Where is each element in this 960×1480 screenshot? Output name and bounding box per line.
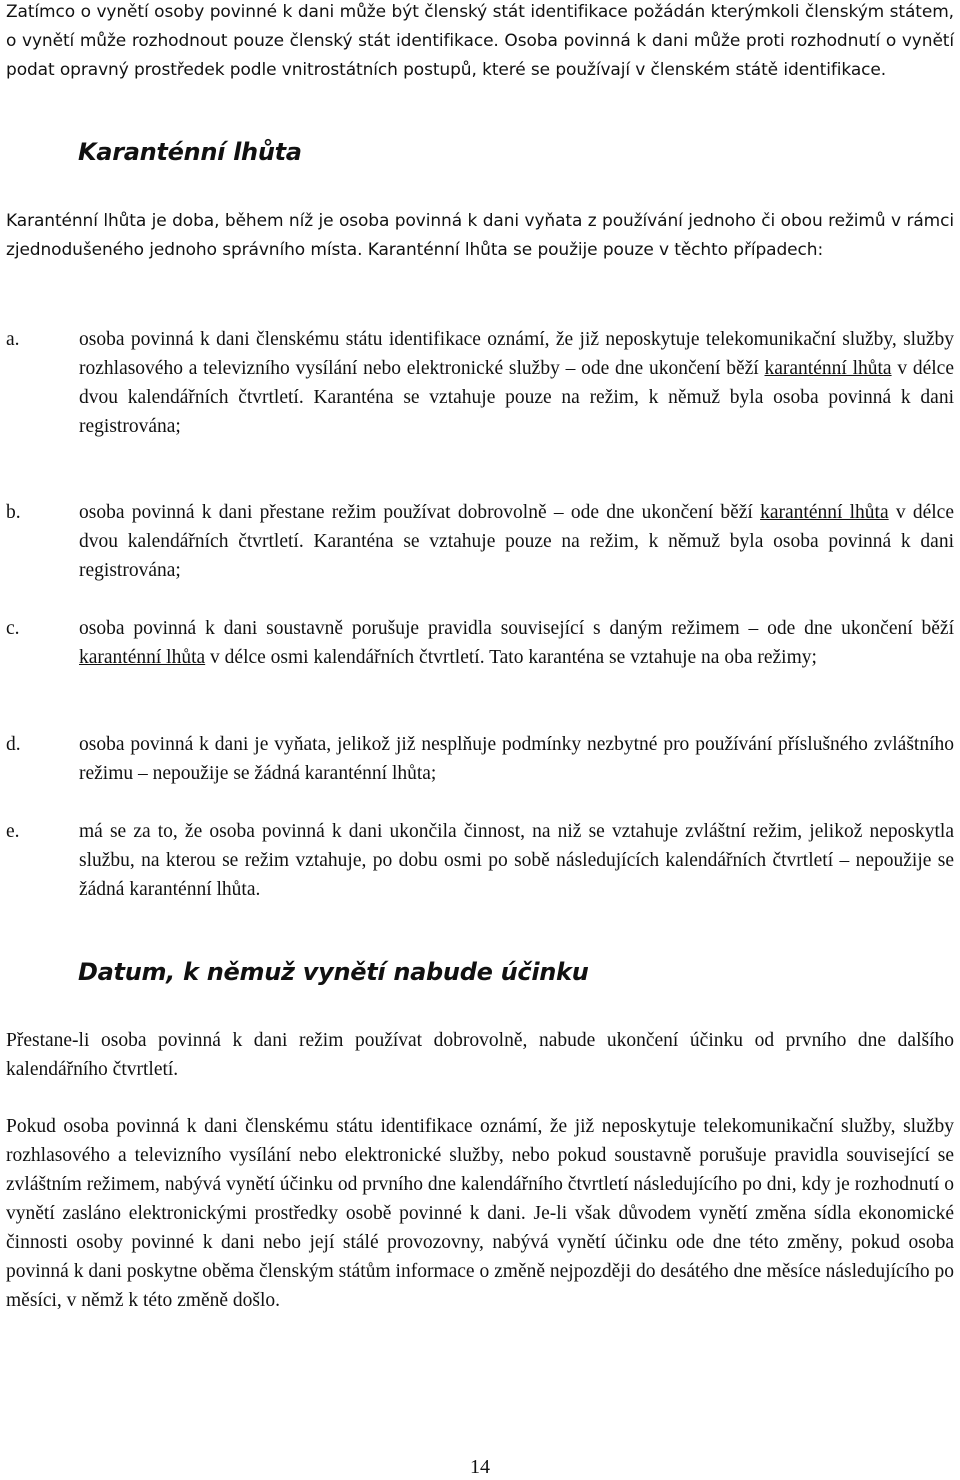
quarantine-link[interactable]: karanténní lhůta: [764, 358, 892, 379]
effective-date-paragraph-1: [6, 1026, 954, 1084]
section-heading-effective-date: Datum, k němuž vynětí nabude účinku: [78, 958, 589, 986]
quarantine-link[interactable]: karanténní lhůta: [79, 647, 206, 668]
section-heading-quarantine: Karanténní lhůta: [78, 138, 302, 166]
list-item: [6, 730, 954, 788]
quarantine-text: Karanténní lhůta je doba, během níž je osoba povinná k dani vyňata z používání jednoho či obou režimů v rámci zjednodušeného jednoho správního místa. Karanténní lhůta se použije pouze v těchto případech:: [6, 211, 954, 260]
page-number: 14: [470, 1456, 490, 1478]
list-marker: b.: [6, 502, 21, 523]
intro-paragraph: [6, 0, 954, 85]
list-marker: c.: [6, 618, 20, 639]
list-item: [6, 817, 954, 904]
list-marker: d.: [6, 734, 21, 755]
list-item: [6, 498, 954, 585]
list-item: [6, 614, 954, 672]
effective-date-paragraph-2: [6, 1112, 954, 1315]
list-item-text: osoba povinná k dani přestane režim používat dobrovolně – ode dne ukončení běží karanténní lhůta v délce dvou kalendářních čtvrtletí. Karanténa se vztahuje pouze na režim, k němuž byla osoba povinná k dani registrována;: [79, 502, 954, 581]
list-marker: a.: [6, 329, 20, 350]
quarantine-link[interactable]: karanténní lhůta: [760, 502, 889, 523]
list-item-text: má se za to, že osoba povinná k dani ukončila činnost, na niž se vztahuje zvláštní režim, jelikož neposkytla službu, na kterou se režim vztahuje, po dobu osmi po sobě následujících kalendářních čtvrtletí – nepoužije se žádná karanténní lhůta.: [79, 821, 954, 900]
list-item-text: osoba povinná k dani členskému státu identifikace oznámí, že již neposkytuje telekomunikační služby, služby rozhlasového a televizního vysílání nebo elektronické služby – ode dne ukončení běží karanténní lhůta v délce dvou kalendářních čtvrtletí. Karanténa se vztahuje pouze na režim, k němuž byla osoba povinná k dani registrována;: [79, 329, 954, 437]
intro-text: Zatímco o vynětí osoby povinné k dani může být členský stát identifikace požádán kterýmkoli členským státem, o vynětí může rozhodnout pouze členský stát identifikace. Osoba povinná k dani může proti rozhodnutí o vynětí podat opravný prostředek podle vnitrostátních postupů, které se používají v členském státě identifikace.: [6, 2, 954, 80]
paragraph-text: Pokud osoba povinná k dani členskému státu identifikace oznámí, že již neposkytuje telekomunikační služby, služby rozhlasového a televizního vysílání nebo elektronické služby, nebo pokud soustavně porušuje pravidla související se zvláštním režimem, nabývá vynětí účinku od prvního dne kalendářního čtvrtletí následujícího po dni, kdy je rozhodnutí o vynětí zasláno elektronickými prostředky osobě povinné k dani. Je-li však důvodem vynětí změna sídla ekonomické činnosti osoby povinné k dani nebo její stálé provozovny, nabývá vynětí účinku ode dne této změny, pokud osoba povinná k dani poskytne oběma členským státům informace o změně nejpozději do desátého dne měsíce následujícího po měsíci, v němž k této změně došlo.: [6, 1116, 954, 1311]
quarantine-paragraph: [6, 207, 954, 265]
list-item: [6, 325, 954, 441]
list-marker: e.: [6, 821, 20, 842]
list-item-text: osoba povinná k dani soustavně porušuje pravidla související s daným režimem – ode dne ukončení běží karanténní lhůta v délce osmi kalendářních čtvrtletí. Tato karanténa se vztahuje na oba režimy;: [79, 618, 954, 668]
paragraph-text: Přestane-li osoba povinná k dani režim používat dobrovolně, nabude ukončení účinku od prvního dne dalšího kalendářního čtvrtletí.: [6, 1030, 954, 1080]
list-item-text: osoba povinná k dani je vyňata, jelikož již nesplňuje podmínky nezbytné pro používání příslušného zvláštního režimu – nepoužije se žádná karanténní lhůta;: [79, 734, 954, 784]
